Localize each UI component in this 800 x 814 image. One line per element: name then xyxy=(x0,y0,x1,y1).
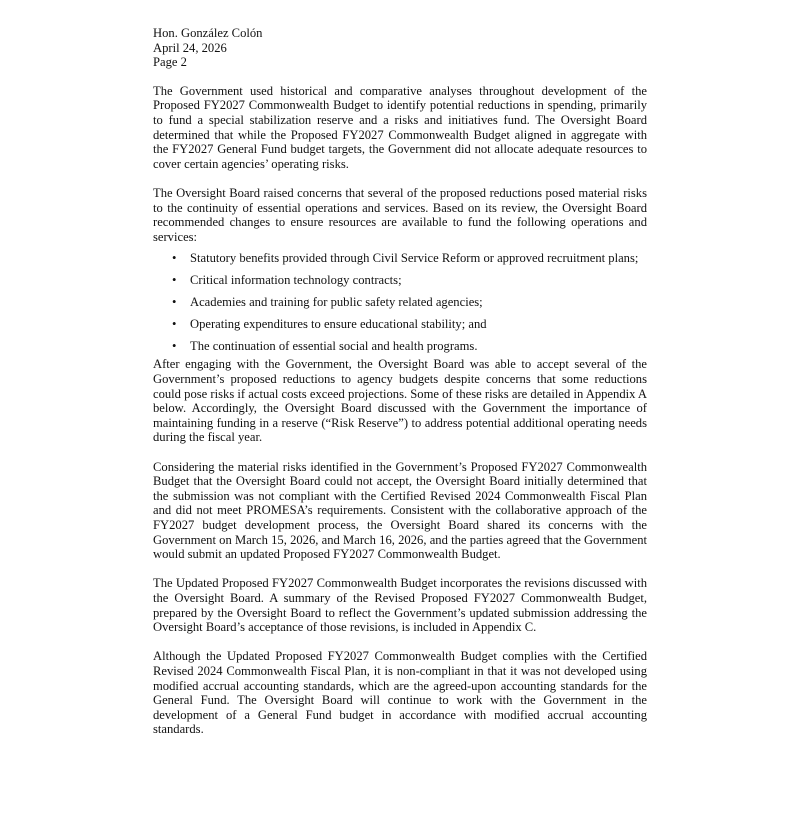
list-item xyxy=(153,273,647,288)
bullet-icon: • xyxy=(172,295,177,310)
letter-header xyxy=(153,26,647,70)
page-number: Page 2 xyxy=(153,55,187,70)
paragraph-3: After engaging with the Government, the Oversight Board was able to accept several of the Government’s proposed reductions to agency budgets despite concerns that some reductions could pose risks if actual costs exceed projections. Some of these risks are detailed in Appendix A below. Accordingly, the Oversight Board discussed with the Government the importance of maintaining funding in a reserve (“Risk Reserve”) to address potential additional operating needs during the fiscal year. xyxy=(153,357,647,445)
paragraph-5: The Updated Proposed FY2027 Commonwealth Budget incorporates the revisions discussed with the Oversight Board. A summary of the Revised Proposed FY2027 Commonwealth Budget, prepared by the Oversight Board to reflect the Government’s updated submission addressing the Oversight Board’s acceptance of those revisions, is included in Appendix C. xyxy=(153,576,647,635)
recommended-services-list xyxy=(153,251,647,353)
list-item-text: Critical information technology contracts; xyxy=(190,273,402,288)
list-item xyxy=(153,339,647,354)
letter-body xyxy=(153,26,647,752)
list-item xyxy=(153,251,647,266)
list-item-text: Operating expenditures to ensure educational stability; and xyxy=(190,316,487,331)
bullet-icon: • xyxy=(172,316,177,331)
paragraph-2: The Oversight Board raised concerns that several of the proposed reductions posed material risks to the continuity of essential operations and services. Based on its review, the Oversight Board recommended changes to ensure resources are available to fund the following operations and services: xyxy=(153,185,647,244)
list-item xyxy=(153,317,647,332)
list-item-text: The continuation of essential social and health programs. xyxy=(190,338,478,353)
paragraph-4: Considering the material risks identified in the Government’s Proposed FY2027 Commonwealth Budget that the Oversight Board could not accept, the Oversight Board initially determined that the submission was not compliant with the Certified Revised 2024 Commonwealth Fiscal Plan and did not meet PROMESA’s requirements. Consistent with the collaborative approach of the FY2027 budget development process, the Oversight Board shared its concerns with the Government on March 15, 2026, and March 16, 2026, and the parties agreed that the Government would submit an updated Proposed FY2027 Commonwealth Budget. xyxy=(153,459,647,562)
paragraph-6: Although the Updated Proposed FY2027 Commonwealth Budget complies with the Certified Revised 2024 Commonwealth Fiscal Plan, it is non-compliant in that it was not developed using modified accrual accounting standards, which are the agreed-upon accounting standards for the General Fund. The Oversight Board will continue to work with the Government in the development of a General Fund budget in accordance with modified accrual accounting standards. xyxy=(153,649,647,737)
list-item xyxy=(153,295,647,310)
bullet-icon: • xyxy=(172,273,177,288)
paragraph-1: The Government used historical and comparative analyses throughout development of the Proposed FY2027 Commonwealth Budget to identify potential reductions in spending, primarily to fund a special stabilization reserve and a risks and initiatives fund. The Oversight Board determined that while the Proposed FY2027 Commonwealth Budget aligned in aggregate with the FY2027 General Fund budget targets, the Government did not allocate adequate resources to cover certain agencies’ operating risks. xyxy=(153,83,647,171)
recipient-name: Hon. González Colón xyxy=(153,26,263,40)
list-item-text: Statutory benefits provided through Civil Service Reform or approved recruitment plans; xyxy=(190,251,639,266)
list-item-text: Academies and training for public safety related agencies; xyxy=(190,295,483,310)
bullet-icon: • xyxy=(172,251,177,266)
bullet-icon: • xyxy=(172,338,177,353)
letter-date: April 24, 2026 xyxy=(153,40,227,55)
